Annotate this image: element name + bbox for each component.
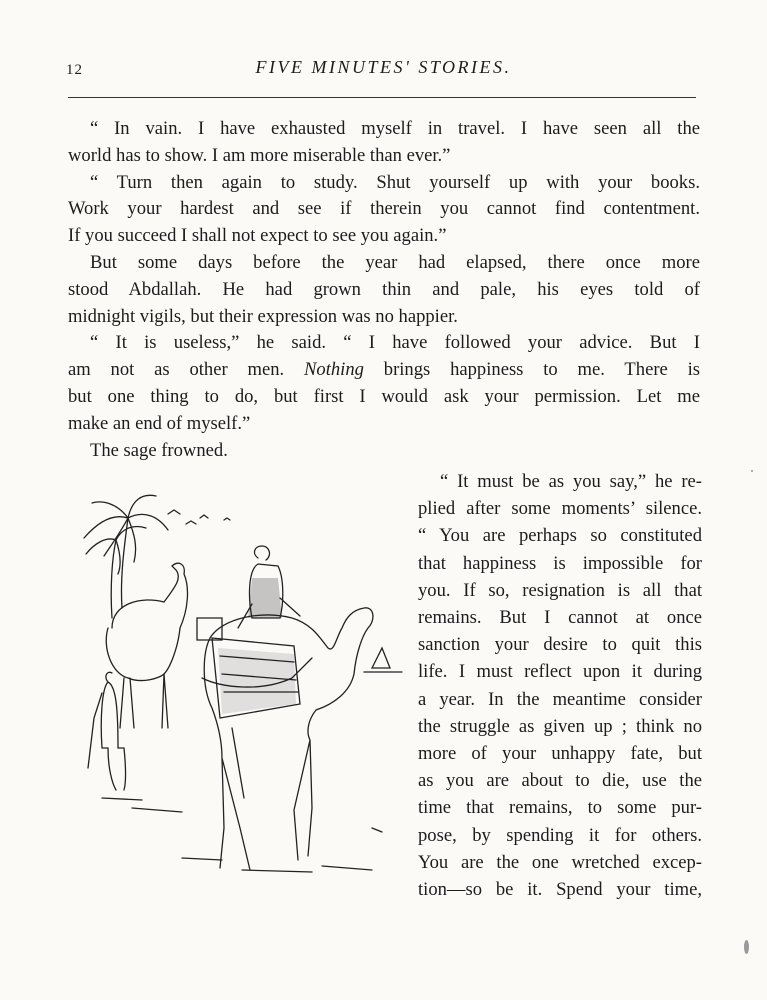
- body-line: But some days before the year had elapsed, there once more: [90, 251, 700, 273]
- body-line: world has to show. I am more miserable than ever.”: [68, 144, 451, 166]
- page-number: 12: [66, 62, 83, 78]
- body-line: Work your hardest and see if therein you cannot find contentment.: [68, 198, 700, 220]
- body-line: “ In vain. I have exhausted myself in travel. I have seen all the: [90, 118, 700, 139]
- column-line: the struggle as given up ; think no: [418, 715, 702, 737]
- column-line: remains. But I cannot at once: [418, 607, 702, 629]
- body-line: make an end of myself.”: [68, 412, 251, 434]
- body-line: but one thing to do, but first I would ask your permission. Let me: [68, 385, 700, 407]
- column-line: more of your unhappy fate, but: [418, 743, 702, 765]
- column-line: a year. In the meantime consider: [418, 688, 702, 710]
- column-line: plied after some moments’ silence.: [418, 498, 702, 520]
- header-rule: [68, 97, 696, 98]
- column-line: pose, by spending it for others.: [418, 824, 702, 846]
- body-text: [68, 116, 700, 464]
- column-line: as you are about to die, use the: [418, 770, 702, 792]
- column-line: “ It must be as you say,” he re-: [440, 471, 702, 492]
- body-line: The sage frowned.: [90, 439, 228, 461]
- body-line: “ It is useless,” he said. “ I have followed your advice. But I: [90, 332, 700, 354]
- body-line: midnight vigils, but their expression was no happier.: [68, 305, 458, 327]
- emphasis: Nothing: [304, 359, 364, 381]
- paper-speck: [751, 470, 753, 472]
- right-column-text: [418, 468, 702, 903]
- column-line: sanction your desire to quit this: [418, 634, 702, 656]
- paper-speck: [744, 940, 749, 954]
- column-line: “ You are perhaps so constituted: [418, 525, 702, 547]
- column-line: tion—so be it. Spend your time,: [418, 879, 702, 901]
- running-head: FIVE MINUTES' STORIES.: [255, 57, 512, 77]
- column-line: You are the one wretched excep-: [418, 851, 702, 873]
- column-line: time that remains, to some pur-: [418, 797, 702, 819]
- column-line: that happiness is impossible for: [418, 552, 702, 574]
- caravan-illustration: [72, 478, 417, 898]
- body-line: “ Turn then again to study. Shut yourself up with your books.: [90, 171, 700, 193]
- body-line: stood Abdallah. He had grown thin and pale, his eyes told of: [68, 278, 700, 300]
- column-line: you. If so, resignation is all that: [418, 579, 702, 601]
- body-line: am not as other men. Nothing brings happiness to me. There is: [68, 359, 701, 381]
- body-line: If you succeed I shall not expect to see you again.”: [68, 225, 447, 247]
- column-line: life. I must reflect upon it during: [418, 661, 702, 683]
